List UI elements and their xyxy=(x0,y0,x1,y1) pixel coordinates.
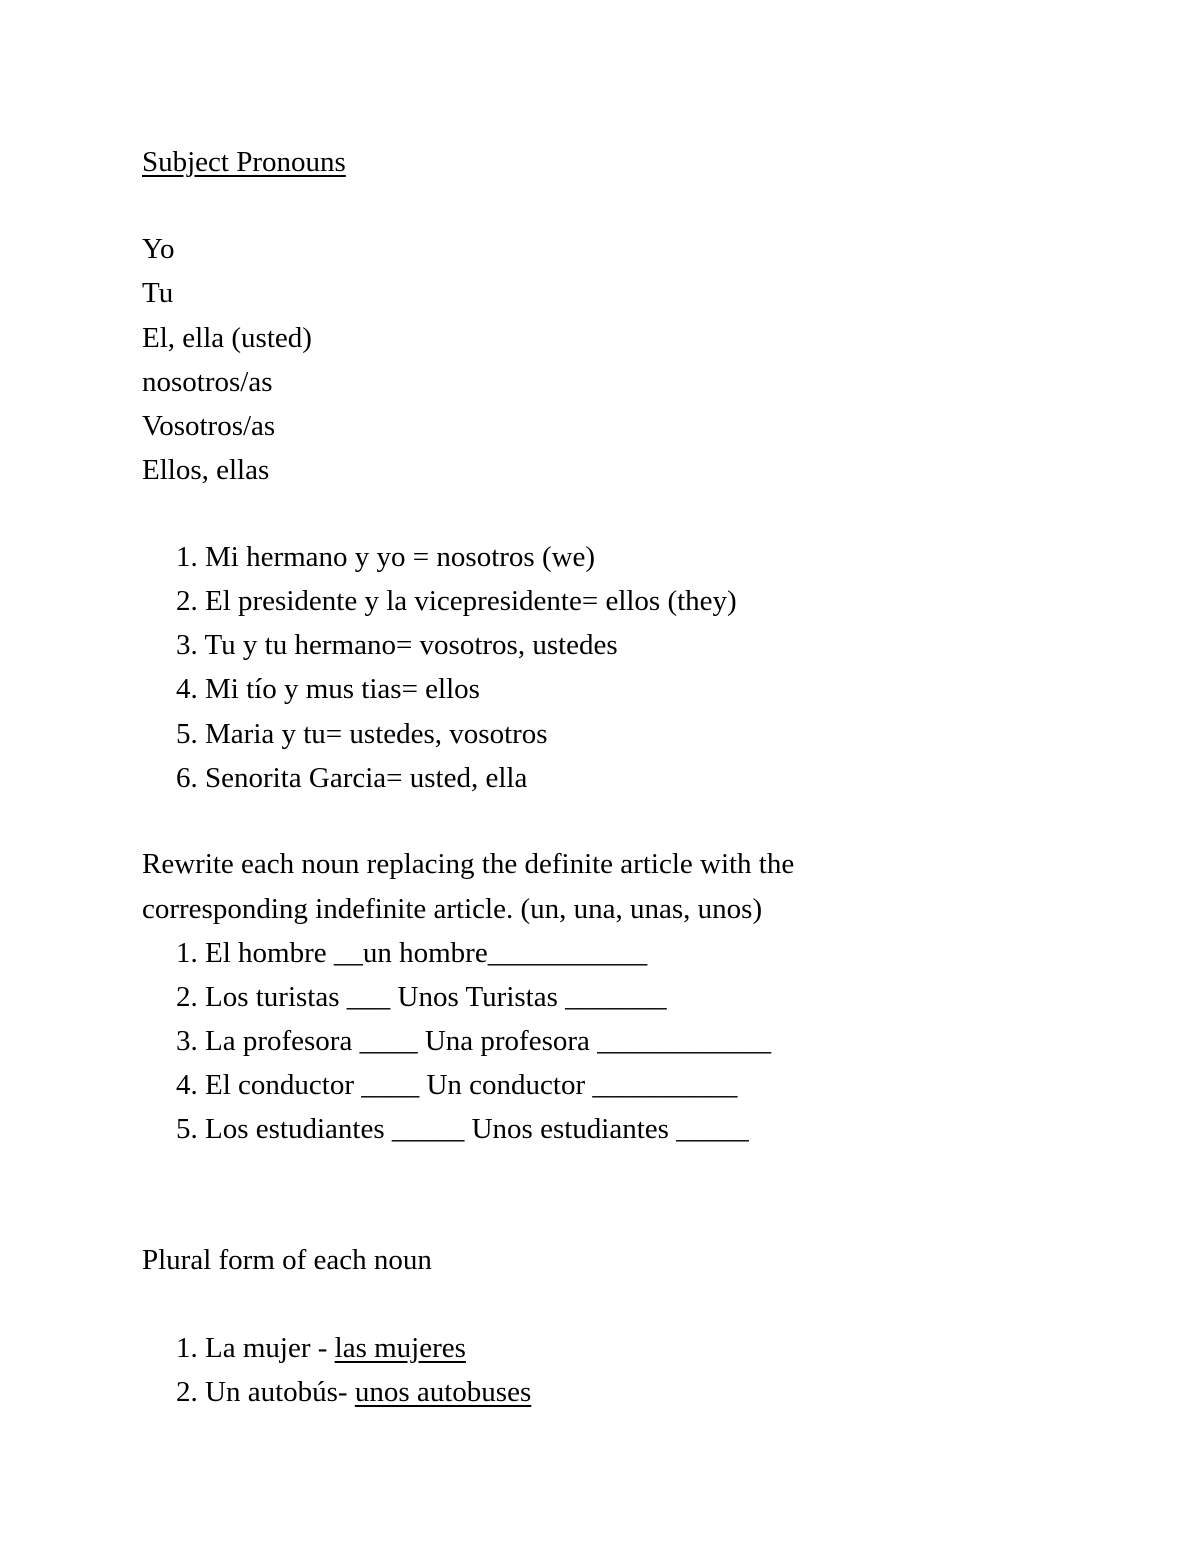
list-item xyxy=(176,1374,531,1410)
list-number: 5. xyxy=(176,718,198,750)
list-text: Mi tío y mus tias= ellos xyxy=(205,673,480,705)
pronoun-line: Vosotros/as xyxy=(142,410,276,442)
list-text: La mujer - xyxy=(205,1332,335,1364)
list-item xyxy=(176,935,647,971)
list-item xyxy=(176,539,595,575)
list-text: Los estudiantes _____ Unos estudiantes _____ xyxy=(205,1113,749,1145)
list-text: Los turistas ___ Unos Turistas _______ xyxy=(205,981,667,1013)
list-text: Mi hermano y yo = nosotros (we) xyxy=(205,541,596,573)
list-text: Senorita Garcia= usted, ella xyxy=(205,762,528,794)
list-text: Tu y tu hermano= vosotros, ustedes xyxy=(204,629,618,661)
list-number: 4. xyxy=(176,673,198,705)
list-item xyxy=(176,1111,749,1147)
instruction-line: corresponding indefinite article. (un, una, unas, unos) xyxy=(142,893,763,925)
list-number: 1. xyxy=(176,937,198,969)
list-text: El hombre __un hombre___________ xyxy=(205,937,648,969)
list-number: 1. xyxy=(176,1332,198,1364)
list-item xyxy=(176,583,737,619)
list-text: Un autobús- xyxy=(205,1376,355,1408)
list-item xyxy=(176,671,480,707)
list-text: El presidente y la vicepresidente= ellos (they) xyxy=(205,585,737,617)
list-item xyxy=(176,627,618,663)
list-number: 2. xyxy=(176,1376,198,1408)
list-text: El conductor ____ Un conductor __________ xyxy=(205,1069,738,1101)
answer-text: unos autobuses xyxy=(354,1376,532,1408)
pronoun-line: nosotros/as xyxy=(142,366,273,398)
list-number: 4. xyxy=(176,1069,198,1101)
list-item xyxy=(176,716,548,752)
list-number: 5. xyxy=(176,1113,198,1145)
list-number: 3. xyxy=(176,1025,198,1057)
list-number: 3. xyxy=(176,629,198,661)
list-item xyxy=(176,1023,771,1059)
list-item xyxy=(176,760,527,796)
list-number: 2. xyxy=(176,981,198,1013)
list-number: 1. xyxy=(176,541,198,573)
list-item xyxy=(176,979,667,1015)
list-number: 2. xyxy=(176,585,198,617)
pronoun-line: Yo xyxy=(142,233,175,265)
pronoun-line: El, ella (usted) xyxy=(142,322,312,354)
answer-text: las mujeres xyxy=(334,1332,466,1364)
list-item xyxy=(176,1330,466,1366)
section-heading: Plural form of each noun xyxy=(142,1244,432,1276)
list-text: Maria y tu= ustedes, vosotros xyxy=(205,718,548,750)
instruction-line: Rewrite each noun replacing the definite article with the xyxy=(142,848,795,880)
pronoun-line: Tu xyxy=(142,277,174,309)
list-item xyxy=(176,1067,737,1103)
page-title: Subject Pronouns xyxy=(142,146,346,178)
pronoun-line: Ellos, ellas xyxy=(142,454,270,486)
list-text: La profesora ____ Una profesora ____________ xyxy=(205,1025,772,1057)
list-number: 6. xyxy=(176,762,198,794)
